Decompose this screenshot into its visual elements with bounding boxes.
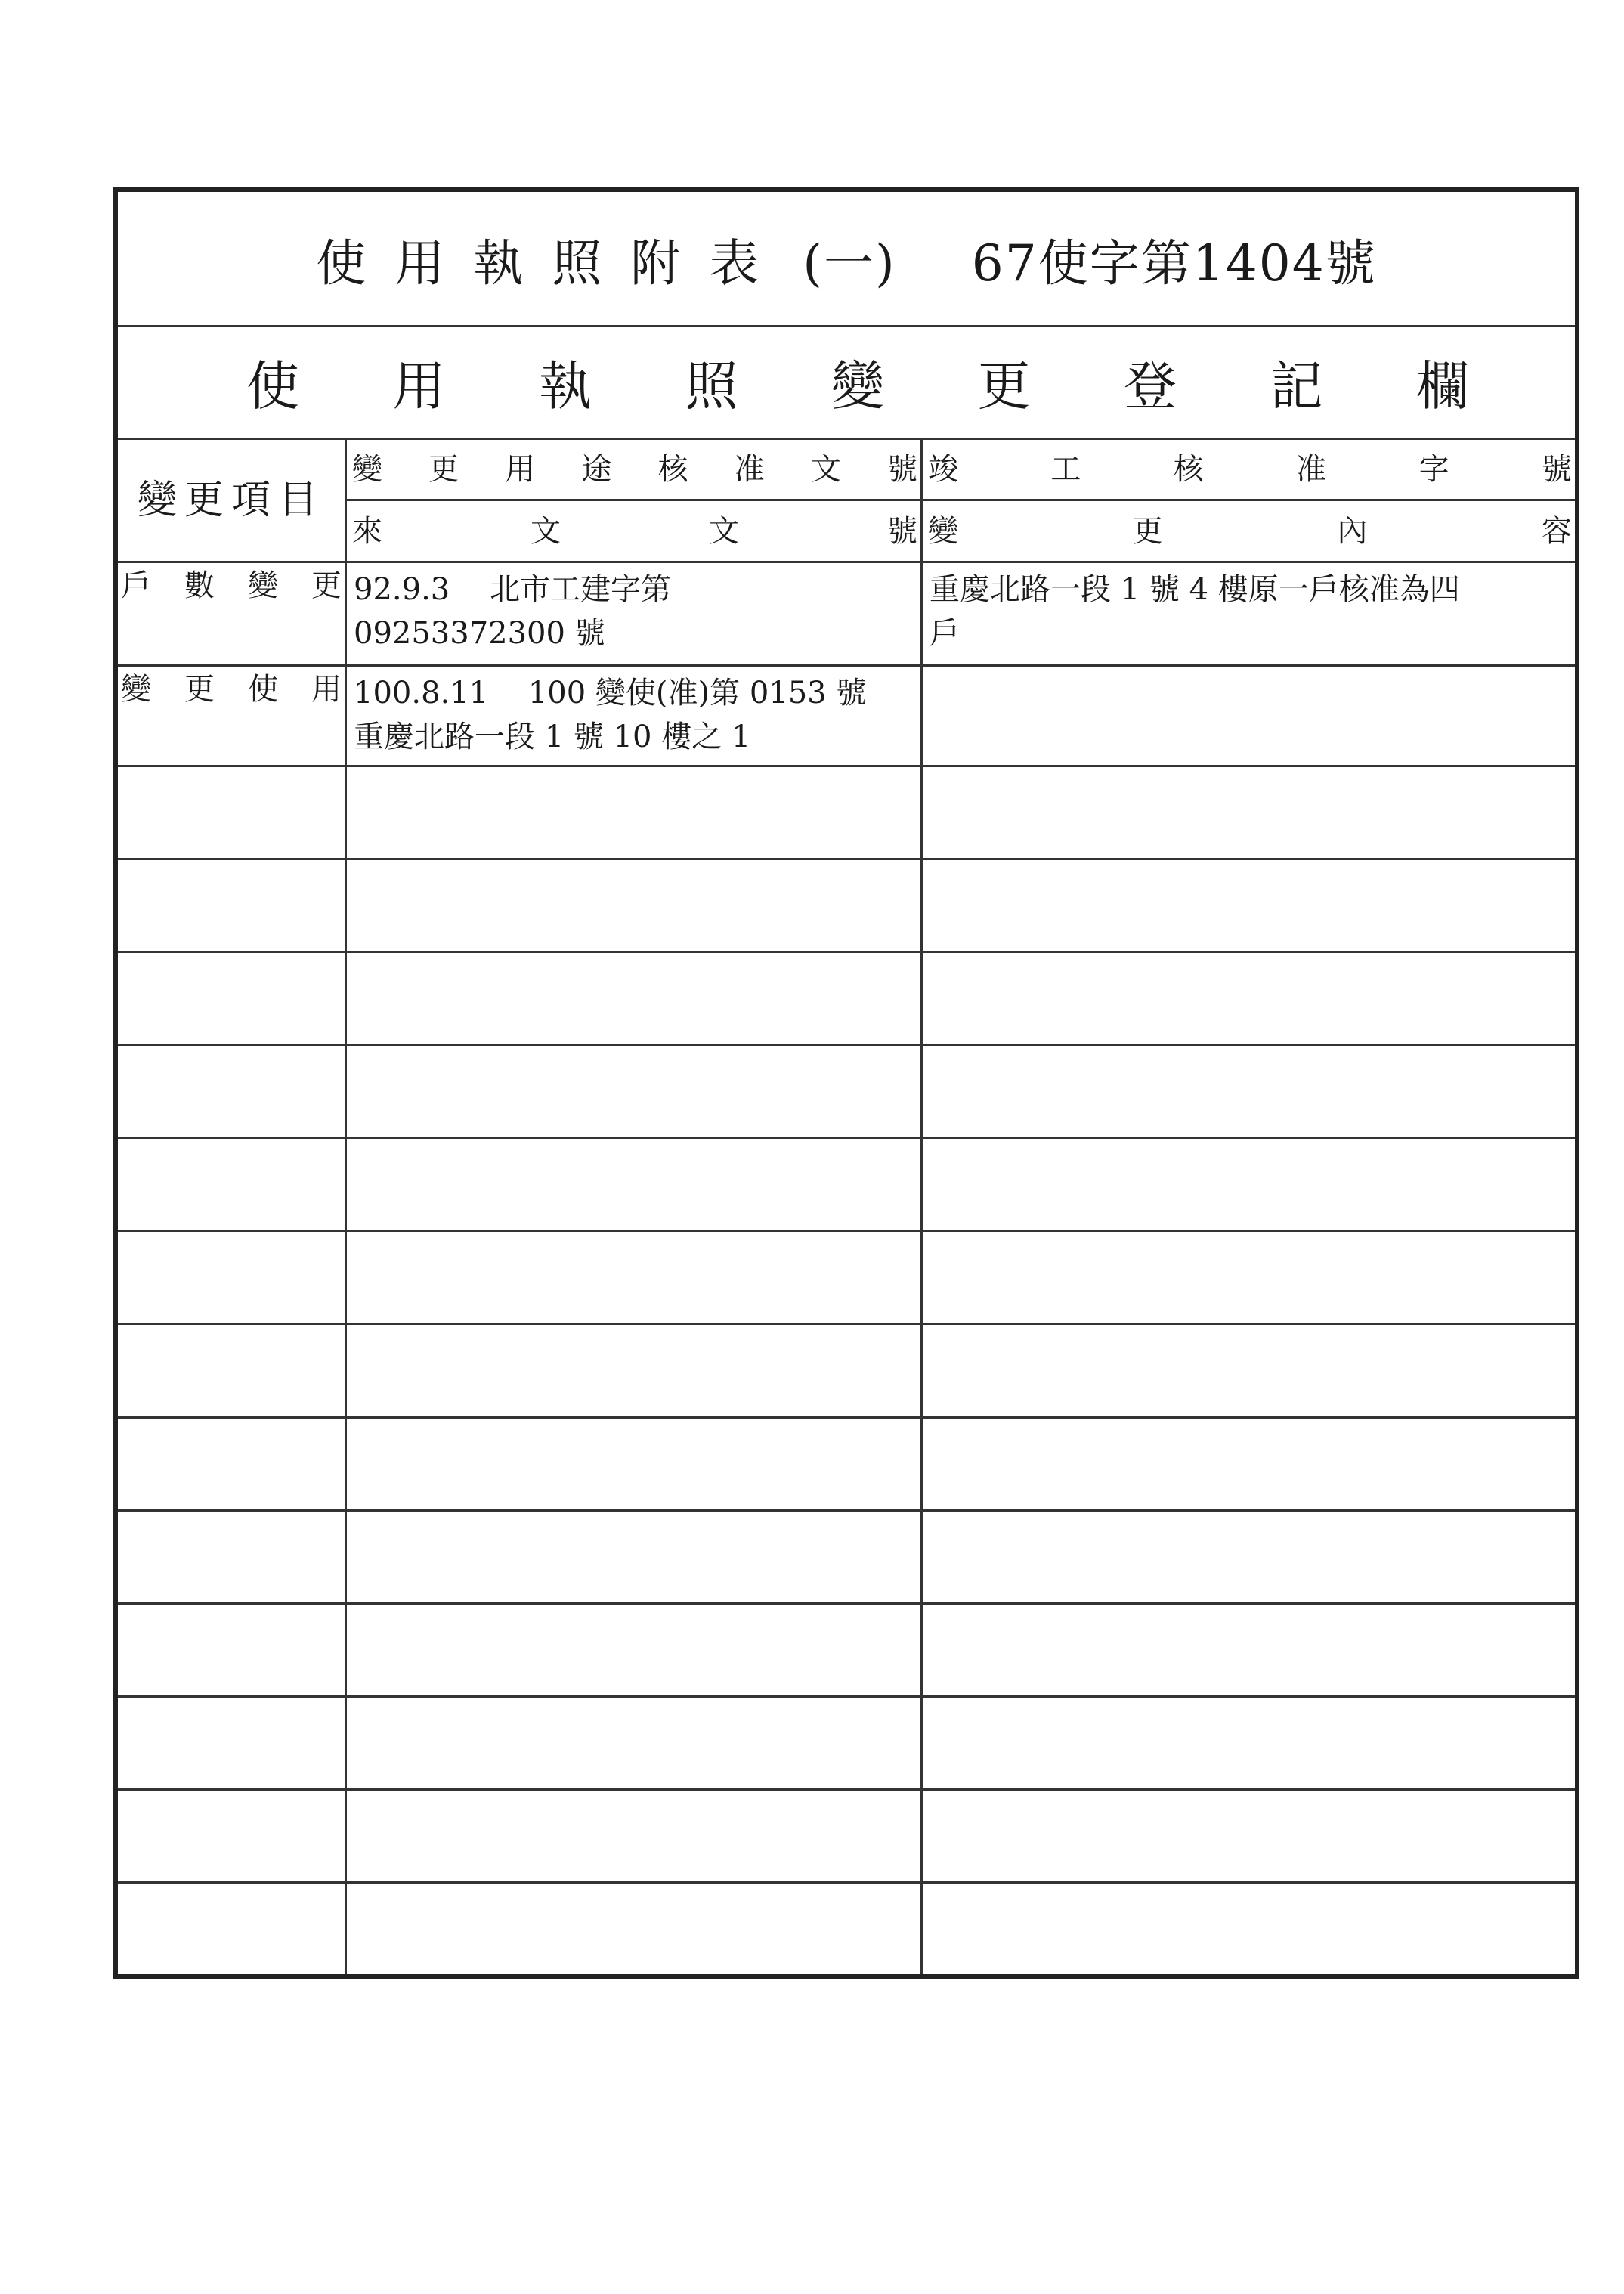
row-item-char: 數 xyxy=(184,568,215,603)
column-header-char: 工 xyxy=(1050,452,1081,487)
column-header-char: 變 xyxy=(928,513,958,549)
row-item-char: 更 xyxy=(184,672,215,707)
row-divider xyxy=(118,1881,1575,1884)
column-header-char: 准 xyxy=(734,452,765,487)
document-line: 重慶北路一段 1 號 10 樓之 1 xyxy=(354,720,751,754)
document-line: 92.9.3 北市工建字第 xyxy=(354,572,671,607)
column-header-char: 竣 xyxy=(928,452,958,487)
column-header-completion-no xyxy=(925,440,1575,499)
content-line: 戶 xyxy=(930,616,960,651)
column-header-char: 文 xyxy=(531,513,561,549)
column-header-char: 內 xyxy=(1337,513,1368,549)
row-divider xyxy=(118,1416,1575,1419)
row-divider xyxy=(118,1323,1575,1325)
column-header-approval-no xyxy=(349,440,920,499)
column-header-incoming-no xyxy=(349,501,920,561)
row-divider xyxy=(118,1137,1575,1139)
row-divider xyxy=(118,858,1575,860)
row-divider xyxy=(347,499,1575,501)
column-header-char: 准 xyxy=(1296,452,1327,487)
row-item-char: 用 xyxy=(311,672,342,707)
form-title xyxy=(118,192,1575,327)
heading-char: 記 xyxy=(1270,355,1323,417)
column-header-item xyxy=(118,440,345,561)
row-divider xyxy=(118,1230,1575,1232)
heading-char: 變 xyxy=(831,355,884,417)
row-item-label xyxy=(118,667,345,712)
usage-permit-form xyxy=(113,187,1579,1979)
row-divider xyxy=(118,1509,1575,1512)
column-header-char: 來 xyxy=(352,513,382,549)
heading-char: 登 xyxy=(1124,355,1177,417)
heading-char: 使 xyxy=(246,355,299,417)
row-divider xyxy=(118,1788,1575,1791)
title-paren: (一) xyxy=(803,234,896,293)
title-main: 使用執照附表 xyxy=(316,234,788,293)
heading-char: 更 xyxy=(977,355,1031,417)
column-header-change-content xyxy=(925,501,1575,561)
column-header-char: 號 xyxy=(1541,452,1572,487)
row-divider xyxy=(118,951,1575,953)
column-header-char: 號 xyxy=(886,452,917,487)
column-header-char: 用 xyxy=(505,452,536,487)
column-divider xyxy=(345,440,347,1974)
heading-char: 執 xyxy=(539,355,592,417)
content-line: 重慶北路一段 1 號 4 樓原一戶核准為四 xyxy=(930,572,1460,607)
column-header-char: 字 xyxy=(1418,452,1449,487)
row-document-number xyxy=(349,563,920,664)
column-header-item-label: 變更項目 xyxy=(137,478,325,523)
row-change-content xyxy=(925,667,1575,765)
row-item-label xyxy=(118,563,345,608)
document-line: 09253372300 號 xyxy=(354,616,605,651)
column-header-char: 容 xyxy=(1541,513,1572,549)
row-divider xyxy=(118,561,1575,563)
section-heading xyxy=(118,327,1575,440)
row-divider xyxy=(118,1695,1575,1698)
column-header-char: 核 xyxy=(657,452,688,487)
row-item-char: 變 xyxy=(121,672,151,707)
document-line: 100.8.11 100 變使(准)第 0153 號 xyxy=(354,676,867,710)
row-divider xyxy=(118,765,1575,767)
row-divider xyxy=(118,1602,1575,1605)
heading-char: 照 xyxy=(685,355,738,417)
row-item-char: 使 xyxy=(248,672,278,707)
row-item-char: 更 xyxy=(311,568,342,603)
column-header-char: 號 xyxy=(887,513,917,549)
row-divider xyxy=(118,664,1575,667)
column-divider xyxy=(920,440,923,1974)
column-header-char: 變 xyxy=(352,452,382,487)
column-header-char: 文 xyxy=(709,513,739,549)
permit-number: 67使字第1404號 xyxy=(971,234,1377,293)
column-header-char: 更 xyxy=(428,452,459,487)
column-header-char: 文 xyxy=(810,452,841,487)
heading-char: 欄 xyxy=(1416,355,1469,417)
row-item-char: 變 xyxy=(248,568,278,603)
row-divider xyxy=(118,1044,1575,1046)
column-header-char: 途 xyxy=(581,452,612,487)
heading-char: 用 xyxy=(392,355,446,417)
column-header-char: 更 xyxy=(1132,513,1163,549)
row-item-char: 戶 xyxy=(121,568,151,603)
row-change-content xyxy=(925,563,1575,664)
column-header-char: 核 xyxy=(1173,452,1204,487)
row-document-number xyxy=(349,667,920,765)
